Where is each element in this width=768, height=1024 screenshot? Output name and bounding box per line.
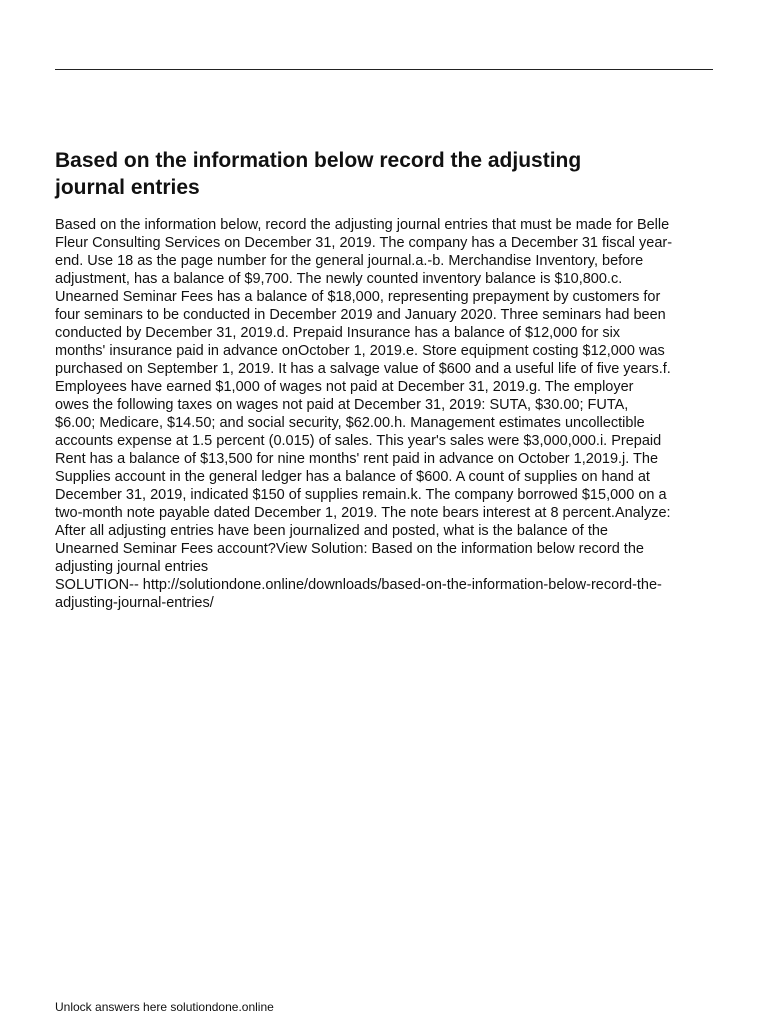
- body-paragraph: [55, 216, 715, 612]
- body-line: Supplies account in the general ledger has a balance of $600. A count of supplies on hand at: [55, 469, 650, 485]
- body-line: adjusting journal entries: [55, 559, 209, 575]
- body-line: December 31, 2019, indicated $150 of supplies remain.k. The company borrowed $15,000 on a: [55, 487, 667, 503]
- body-line: Rent has a balance of $13,500 for nine months' rent paid in advance on October 1,2019.j. The: [55, 451, 659, 467]
- footer-text: Unlock answers here solutiondone.online: [55, 1000, 274, 1014]
- body-line: adjustment, has a balance of $9,700. The newly counted inventory balance is $10,800.c.: [55, 271, 623, 287]
- title-line: Based on the information below record the adjusting: [55, 149, 582, 172]
- page-title: [55, 147, 715, 201]
- body-line: Based on the information below, record the adjusting journal entries that must be made for Belle: [55, 217, 670, 233]
- body-line: Unearned Seminar Fees account?View Solution: Based on the information below record the: [55, 541, 644, 557]
- body-line: accounts expense at 1.5 percent (0.015) of sales. This year's sales were $3,000,000.i. Prepaid: [55, 433, 662, 449]
- body-line: owes the following taxes on wages not paid at December 31, 2019: SUTA, $30.00; FUTA,: [55, 397, 629, 413]
- solution-link-line[interactable]: adjusting-journal-entries/: [55, 595, 214, 611]
- body-line: purchased on September 1, 2019. It has a salvage value of $600 and a useful life of five years.f.: [55, 361, 671, 377]
- solution-link-line[interactable]: SOLUTION-- http://solutiondone.online/downloads/based-on-the-information-below-record-the-: [55, 577, 662, 593]
- body-line: two-month note payable dated December 1, 2019. The note bears interest at 8 percent.Analyze:: [55, 505, 671, 521]
- body-line: end. Use 18 as the page number for the general journal.a.-b. Merchandise Inventory, before: [55, 253, 644, 269]
- body-line: After all adjusting entries have been journalized and posted, what is the balance of the: [55, 523, 608, 539]
- body-line: conducted by December 31, 2019.d. Prepaid Insurance has a balance of $12,000 for six: [55, 325, 621, 341]
- body-line: Fleur Consulting Services on December 31, 2019. The company has a December 31 fiscal year-: [55, 235, 673, 251]
- body-line: four seminars to be conducted in December 2019 and January 2020. Three seminars had been: [55, 307, 666, 323]
- body-line: Unearned Seminar Fees has a balance of $18,000, representing prepayment by customers for: [55, 289, 661, 305]
- top-divider: [55, 69, 713, 70]
- body-line: $6.00; Medicare, $14.50; and social security, $62.00.h. Management estimates uncollectible: [55, 415, 645, 431]
- body-line: months' insurance paid in advance onOctober 1, 2019.e. Store equipment costing $12,000 was: [55, 343, 665, 359]
- title-line: journal entries: [55, 176, 200, 199]
- body-line: Employees have earned $1,000 of wages not paid at December 31, 2019.g. The employer: [55, 379, 634, 395]
